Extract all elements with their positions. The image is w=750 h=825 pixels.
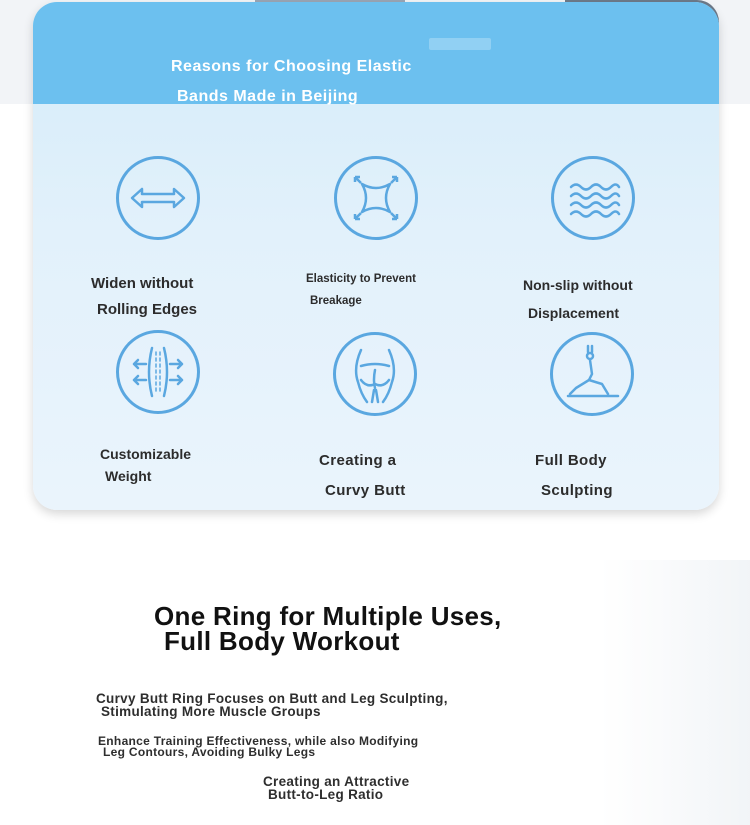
feature-label-1-line1: Widen without [91, 275, 194, 292]
waist-slim-icon [116, 330, 200, 414]
card-title-line2: Bands Made in Beijing [177, 88, 359, 105]
card-title [171, 44, 412, 119]
feature-label-2 [306, 263, 416, 318]
feature-label-5 [319, 438, 406, 510]
benefit-paragraph-1 [96, 692, 448, 718]
arrows-horizontal-icon [116, 156, 200, 240]
card-title-line1: Reasons for Choosing Elastic [171, 58, 412, 75]
butt-icon [333, 332, 417, 416]
section-title [154, 601, 594, 656]
feature-label-2-line1: Elasticity to Prevent [306, 273, 416, 285]
feature-label-3-line1: Non-slip without [523, 277, 633, 293]
feature-label-3-line2: Displacement [528, 305, 620, 321]
benefit-paragraph-3-line2: Butt-to-Leg Ratio [268, 787, 384, 802]
feature-label-6 [535, 438, 613, 510]
stretch-square-icon [334, 156, 418, 240]
waves-icon [551, 156, 635, 240]
feature-label-6-line2: Sculpting [541, 482, 613, 499]
features-card [33, 2, 719, 510]
feature-label-4-line1: Customizable [100, 446, 192, 462]
benefit-paragraph-3-line1: Creating an Attractive [263, 774, 410, 789]
feature-label-1 [91, 264, 197, 329]
yoga-pose-icon [550, 332, 634, 416]
right-side-shading [600, 560, 750, 825]
feature-label-1-line2: Rolling Edges [97, 301, 198, 318]
benefit-paragraph-1-line2: Stimulating More Muscle Groups [101, 704, 321, 719]
feature-label-5-line1: Creating a [319, 452, 397, 469]
benefit-paragraph-3 [263, 775, 409, 801]
benefit-paragraph-1-line1: Curvy Butt Ring Focuses on Butt and Leg Sculpting, [96, 691, 448, 706]
feature-label-4 [100, 438, 191, 493]
benefit-paragraph-2-line2: Leg Contours, Avoiding Bulky Legs [103, 745, 316, 759]
watermark-logo [429, 38, 491, 50]
feature-label-6-line1: Full Body [535, 452, 607, 469]
feature-label-3 [523, 264, 633, 334]
card-header [33, 2, 719, 104]
section-title-line1: One Ring for Multiple Uses, [154, 601, 502, 631]
feature-label-2-line2: Breakage [310, 295, 362, 307]
section-title-line2: Full Body Workout [164, 626, 400, 656]
benefit-paragraph-2-line1: Enhance Training Effectiveness, while also Modifying [98, 734, 419, 748]
benefit-paragraph-2 [98, 736, 418, 758]
feature-label-5-line2: Curvy Butt [325, 482, 406, 499]
feature-label-4-line2: Weight [105, 468, 152, 484]
